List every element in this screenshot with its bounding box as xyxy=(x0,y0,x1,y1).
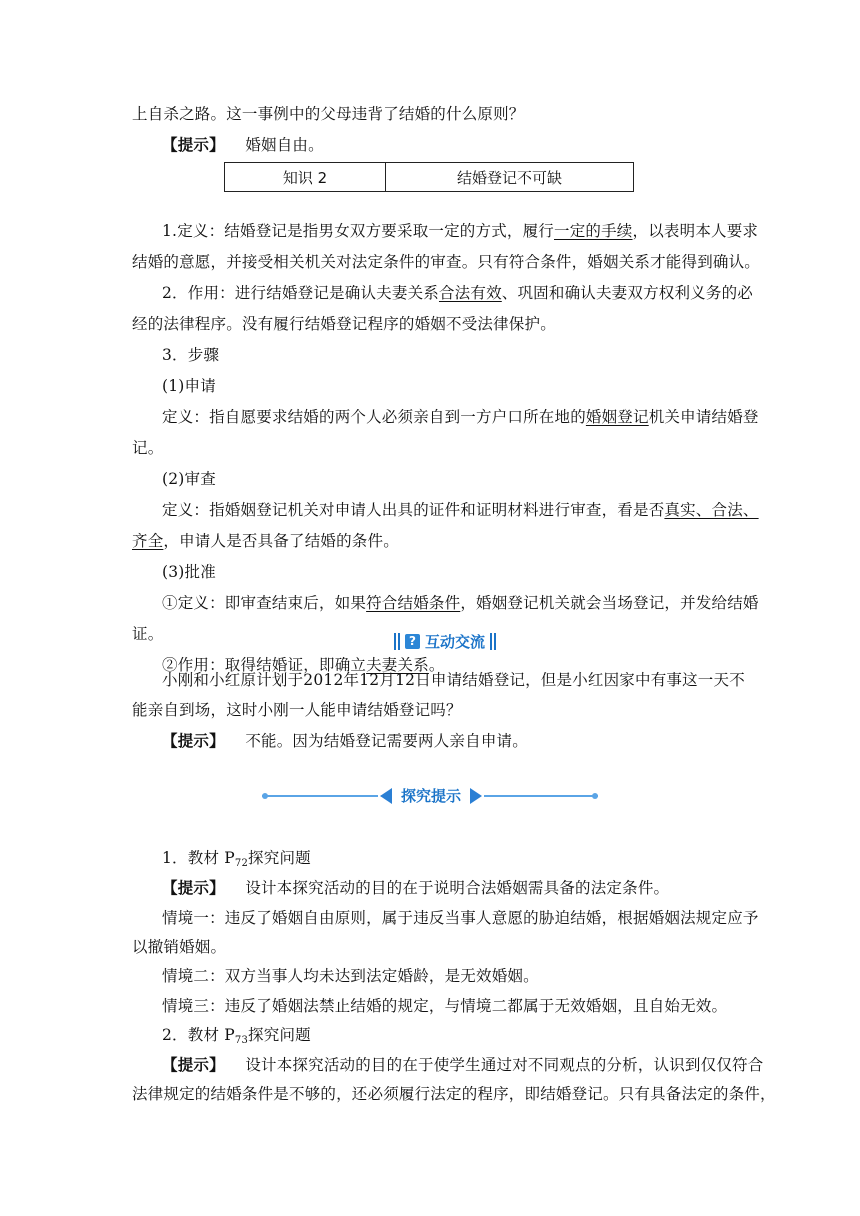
hint-line: 【提示】 婚姻自由。 xyxy=(162,135,324,154)
text-line: 法律规定的结婚条件是不够的，还必须履行法定的程序，即结婚登记。只有具备法定的条件， xyxy=(132,1085,776,1103)
underlined-term: 一定的手续 xyxy=(554,222,633,240)
underlined-term: 夫妻关系 xyxy=(366,656,429,674)
question-heading: 1．教材 $P_{72}$探究问题 xyxy=(162,849,311,869)
triangle-left-icon xyxy=(380,788,392,804)
text-line: 定义：指自愿要求结婚的两个人必须亲自到一方户口所在地的婚姻登记机关申请结婚登 xyxy=(162,408,759,426)
text-line: 经的法律程序。没有履行结婚登记程序的婚姻不受法律保护。 xyxy=(132,315,556,333)
text-line: 以撤销婚姻。 xyxy=(132,938,227,956)
hint-label: 【提示】 xyxy=(162,1055,225,1074)
subsection-heading: (3)批准 xyxy=(162,563,216,581)
hint-line: 【提示】 设计本探究活动的目的在于使学生通过对不同观点的分析，认识到仅仅符合 xyxy=(162,1055,764,1074)
text-line: ②作用：取得结婚证，即确立夫妻关系。 xyxy=(162,656,445,674)
hint-label: 【提示】 xyxy=(162,135,225,154)
hint-line: 【提示】 不能。因为结婚登记需要两人亲自申请。 xyxy=(162,731,528,750)
text-line: 情境二：双方当事人均未达到法定婚龄，是无效婚姻。 xyxy=(162,967,539,985)
text-line: 1.定义：结婚登记是指男女双方要采取一定的方式，履行一定的手续，以表明本人要求 xyxy=(162,222,759,240)
text-line: 证。 xyxy=(132,625,164,643)
hint-line: 【提示】 设计本探究活动的目的在于说明合法婚姻需具备的法定条件。 xyxy=(162,878,670,897)
text-line: 情境三：违反了婚姻法禁止结婚的规定，与情境二都属于无效婚姻，且自始无效。 xyxy=(162,997,728,1015)
text-line: 记。 xyxy=(132,439,164,457)
subsection-heading: (1)申请 xyxy=(162,377,216,395)
bar-divider-icon xyxy=(394,633,400,650)
hint-label: 【提示】 xyxy=(162,878,225,897)
underlined-term: 婚姻登记 xyxy=(585,408,649,426)
text-line: 上自杀之路。这一事例中的父母违背了结婚的什么原则？ xyxy=(132,105,525,123)
explore-title: 探究提示 xyxy=(400,787,461,805)
text-line: 能亲自到场，这时小刚一人能申请结婚登记吗？ xyxy=(132,701,462,719)
interact-title: 互动交流 xyxy=(425,632,486,651)
interact-banner xyxy=(394,630,496,652)
underlined-term: 符合结婚条件 xyxy=(366,594,461,612)
text-line: 结婚的意愿，并接受相关机关对法定条件的审查。只有符合条件，婚姻关系才能得到确认。 xyxy=(132,253,761,271)
triangle-right-icon xyxy=(470,788,482,804)
text-line: 情境一：违反了婚姻自由原则，属于违反当事人意愿的胁迫结婚，根据婚姻法规定应予 xyxy=(162,909,759,927)
subsection-heading: (2)审查 xyxy=(162,470,216,488)
knowledge-table xyxy=(224,162,634,192)
question-heading: 2．教材 $P_{73}$探究问题 xyxy=(162,1026,311,1046)
knowledge-title: 结婚登记不可缺 xyxy=(456,168,562,187)
divider-line xyxy=(262,795,378,797)
text-line: 小刚和小红原计划于2012年12月12日申请结婚登记，但是小红因家中有事这一天不 xyxy=(162,671,745,689)
divider-line xyxy=(484,795,598,797)
dot-icon xyxy=(592,793,598,799)
question-icon: ? xyxy=(405,634,420,649)
underlined-term: 真实、合法、 xyxy=(664,501,759,519)
text-line: ①定义：即审查结束后，如果符合结婚条件，婚姻登记机关就会当场登记，并发给结婚 xyxy=(162,594,759,612)
underlined-term: 齐全 xyxy=(132,532,164,550)
underlined-term: 合法有效 xyxy=(438,284,502,302)
knowledge-number: 知识 2 xyxy=(225,163,386,191)
hint-label: 【提示】 xyxy=(162,731,225,750)
text-line: 齐全，申请人是否具备了结婚的条件。 xyxy=(132,532,399,550)
explore-banner xyxy=(262,785,598,807)
section-heading: 3．步骤 xyxy=(162,346,220,364)
text-line: 定义：指婚姻登记机关对申请人出具的证件和证明材料进行审查，看是否真实、合法、 xyxy=(162,501,759,519)
bar-divider-icon xyxy=(490,633,496,650)
text-line: 2．作用：进行结婚登记是确认夫妻关系合法有效、巩固和确认夫妻双方权利义务的必 xyxy=(162,284,753,302)
